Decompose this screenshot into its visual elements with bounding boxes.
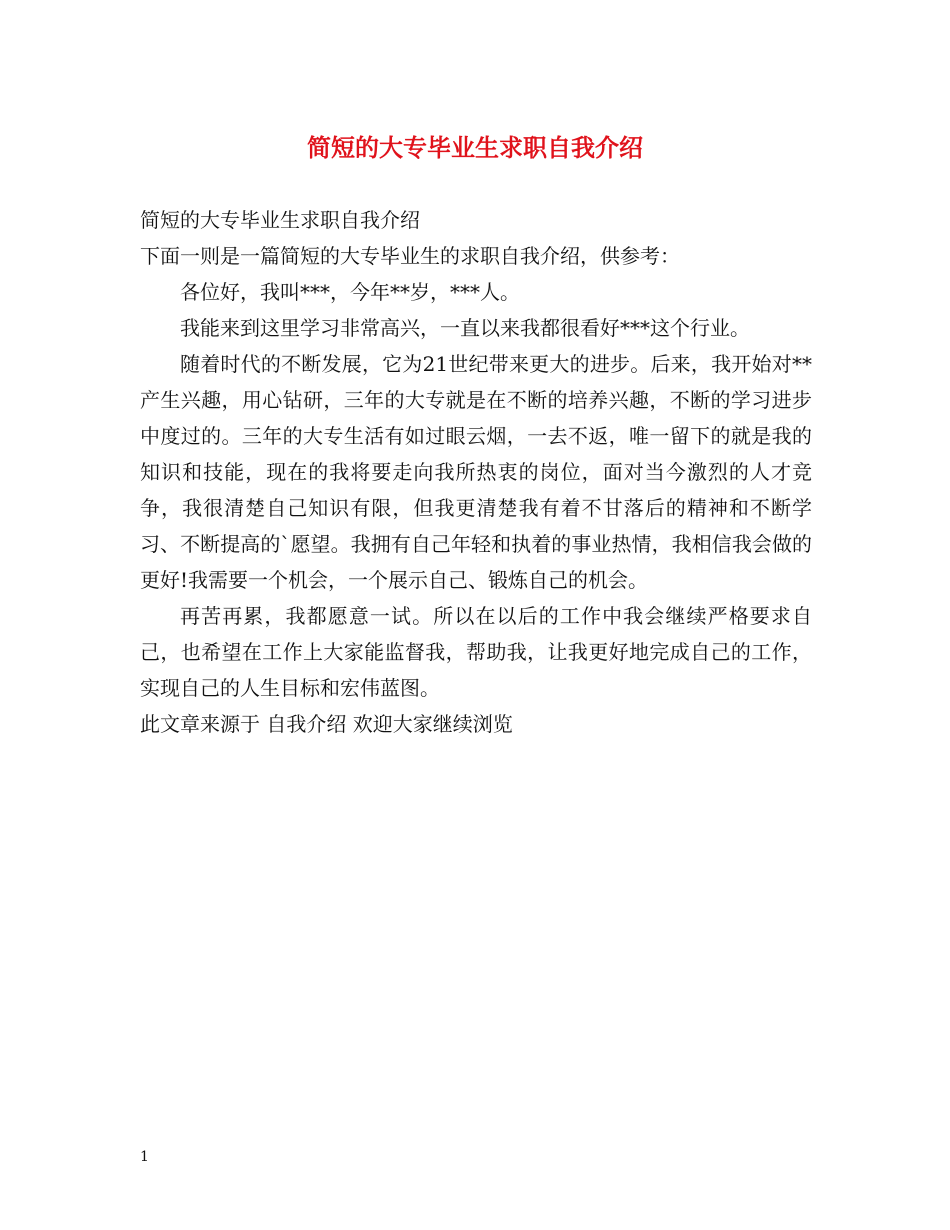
document-subtitle: 简短的大专毕业生求职自我介绍 xyxy=(140,208,420,232)
paragraph-greeting: 各位好，我叫***，今年**岁，***人。 xyxy=(180,280,520,304)
page-number: 1 xyxy=(140,1149,149,1165)
paragraph-motivation: 我能来到这里学习非常高兴，一直以来我都很看好***这个行业。 xyxy=(180,316,750,340)
paragraph-commitment: 再苦再累，我都愿意一试。所以在以后的工作中我会继续严格要求自己，也希望在工作上大家能监督我，帮助我，让我更好地完成自己的工作，实现自己的人生目标和宏伟蓝图。 xyxy=(140,604,812,700)
document-body xyxy=(140,202,812,742)
source-line: 此文章来源于 自我介绍 欢迎大家继续浏览 xyxy=(140,712,513,736)
paragraph-experience: 随着时代的不断发展，它为21世纪带来更大的进步。后来，我开始对**产生兴趣，用心钻研，三年的大专就是在不断的培养兴趣，不断的学习进步中度过的。三年的大专生活有如过眼云烟，一去不返，唯一留下的就是我的知识和技能，现在的我将要走向我所热衷的岗位，面对当今激烈的人才竞争，我很清楚自己知识有限，但我更清楚我有着不甘落后的精神和不断学习、不断提高的`愿望。我拥有自己年轻和执着的事业热情，我相信我会做的更好!我需要一个机会，一个展示自己、锻炼自己的机会。 xyxy=(140,352,812,592)
intro-line: 下面一则是一篇简短的大专毕业生的求职自我介绍，供参考： xyxy=(140,244,680,268)
page-title: 简短的大专毕业生求职自我介绍 xyxy=(307,133,643,162)
